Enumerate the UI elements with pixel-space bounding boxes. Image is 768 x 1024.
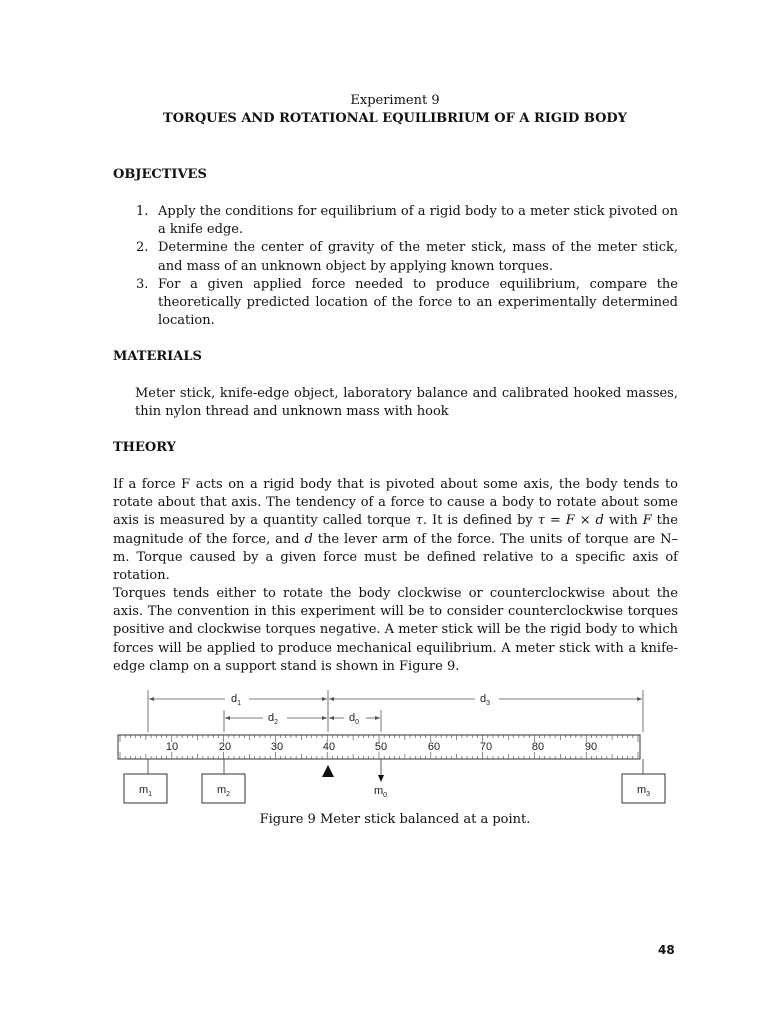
materials-heading: MATERIALS xyxy=(113,349,202,364)
list-item-number: 2. xyxy=(136,240,149,256)
svg-text:d3 xyxy=(480,693,490,707)
scale-label: 40 xyxy=(322,741,336,753)
figure-caption: Figure 9 Meter stick balanced at a point. xyxy=(259,812,531,827)
list-item xyxy=(113,203,678,239)
svg-text:d2 xyxy=(268,712,278,726)
d1-subscript: 1 xyxy=(237,700,242,707)
page-number: 48 xyxy=(658,943,675,957)
theory-text: with xyxy=(603,513,643,529)
d2-label: d xyxy=(268,712,275,724)
scale-label: 10 xyxy=(165,741,179,753)
svg-text:d1 xyxy=(231,693,241,707)
m2-subscript: 2 xyxy=(226,791,231,798)
force-symbol: F xyxy=(642,513,652,529)
knife-edge-pivot xyxy=(322,765,334,777)
d0-subscript: 0 xyxy=(355,719,360,726)
theory-text: the magnitude of the force, and xyxy=(113,513,678,547)
svg-text:d0 xyxy=(349,712,359,726)
theory-text: . It is defined by xyxy=(422,513,538,529)
d3-subscript: 3 xyxy=(486,700,491,707)
scale-label: 90 xyxy=(584,741,598,753)
experiment-label: Experiment 9 xyxy=(350,93,440,108)
list-item-text: Apply the conditions for equilibrium of a rigid body to a meter stick pivoted on a knife edge. xyxy=(158,204,678,238)
tau-symbol: τ xyxy=(415,513,423,529)
list-item-number: 1. xyxy=(136,204,149,219)
d1-label: d xyxy=(231,693,238,705)
list-item xyxy=(113,239,678,275)
torque-equation: τ = F × d xyxy=(537,513,604,529)
theory-text: If a force F acts on a rigid body that is pivoted about some axis, the body tends to rotate about that axis. The tendency of a force to cause a body to rotate about some axis is measured by a quantity called torque xyxy=(113,477,678,529)
d2-subscript: 2 xyxy=(274,719,279,726)
m0-label: m xyxy=(374,785,384,797)
m1-subscript: 1 xyxy=(148,791,153,798)
m1-label: m xyxy=(139,784,149,796)
scale-label: 20 xyxy=(218,741,232,753)
scale-label: 60 xyxy=(427,741,441,753)
document-title: TORQUES AND ROTATIONAL EQUILIBRIUM OF A RIGID BODY xyxy=(163,111,627,126)
theory-paragraph-2: Torques tends either to rotate the body clockwise or counterclockwise about the axis. The convention in this experiment will be to consider counterclockwise torques positive and clockwise torques negative. A meter stick will be the rigid body to which forces will be applied to produce mechanical equilibrium. A meter stick with a knife-edge clamp on a support stand is shown in Figure 9. xyxy=(113,586,678,674)
d3-label: d xyxy=(480,693,487,705)
m3-subscript: 3 xyxy=(646,791,651,798)
objectives-heading: OBJECTIVES xyxy=(113,167,207,182)
scale-label: 80 xyxy=(531,741,545,753)
scale-label: 30 xyxy=(270,741,284,753)
list-item-text: Determine the center of gravity of the meter stick, mass of the meter stick, and mass of an unknown object by applying known torques. xyxy=(158,240,678,274)
list-item-number: 3. xyxy=(136,276,149,292)
theory-paragraph-1 xyxy=(113,476,678,585)
m2-label: m xyxy=(217,784,227,796)
list-item xyxy=(113,276,678,331)
scale-label: 50 xyxy=(374,741,388,753)
materials-text: Meter stick, knife-edge object, laboratory balance and calibrated hooked masses, thin nylon thread and unknown mass with hook xyxy=(135,386,678,420)
theory-text: the lever arm of the force. The units of torque are N–m. Torque caused by a given force must be defined relative to a specific axis of rotation. xyxy=(113,531,678,584)
scale-label: 70 xyxy=(479,741,493,753)
list-item-text: For a given applied force needed to produce equilibrium, compare the theoretically predicted location of the force to an experimentally determined location. xyxy=(158,276,678,329)
lever-arm-symbol: d xyxy=(304,531,313,547)
m0-subscript: 0 xyxy=(383,792,388,799)
m3-label: m xyxy=(637,784,647,796)
d0-label: d xyxy=(349,712,356,724)
svg-text:m0 xyxy=(374,785,387,799)
objectives-list xyxy=(113,203,678,330)
force-arrow xyxy=(378,775,384,782)
meter-stick-figure xyxy=(113,688,673,810)
theory-heading: THEORY xyxy=(113,440,176,455)
